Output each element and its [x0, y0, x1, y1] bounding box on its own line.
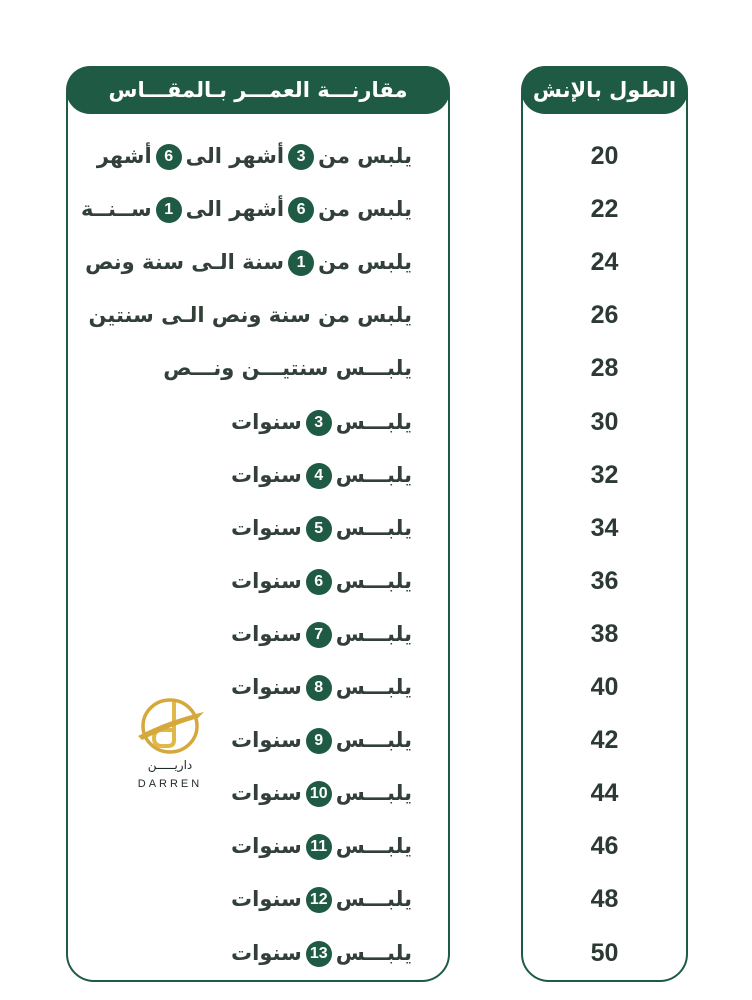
age-row-text — [231, 449, 412, 502]
age-label: يلبـــس سنتيـــن ونـــص — [163, 356, 412, 381]
age-label: سنوات — [231, 621, 302, 646]
age-row — [68, 342, 448, 395]
logo-arabic-text: داريـــــن — [147, 758, 193, 772]
length-value: 40 — [590, 673, 619, 701]
age-label: سنة الـى سنة ونص — [85, 250, 285, 275]
length-value: 22 — [590, 195, 619, 224]
length-value: 24 — [590, 248, 619, 277]
length-value: 30 — [590, 407, 619, 436]
length-value: 34 — [590, 513, 619, 542]
age-row-text — [231, 820, 412, 873]
age-row — [68, 820, 448, 873]
age-label: يلبـــس — [335, 515, 412, 540]
age-row — [68, 873, 448, 926]
age-row-text — [81, 183, 412, 236]
age-label: يلبس من سنة ونص الـى سنتين — [88, 303, 412, 328]
number-badge: 10 — [306, 781, 332, 807]
age-row-text — [231, 714, 412, 767]
age-label: سنوات — [231, 834, 302, 859]
age-label: يلبس من — [318, 250, 412, 275]
age-label: سنوات — [231, 675, 302, 699]
number-badge: 6 — [306, 569, 332, 595]
length-value: 28 — [590, 354, 619, 383]
age-label: يلبـــس — [335, 728, 412, 753]
length-column-header: الطول بالإنش — [521, 66, 688, 114]
number-badge: 5 — [306, 516, 332, 542]
length-value: 20 — [590, 142, 619, 170]
age-label: يلبس من — [318, 197, 412, 222]
age-column-header: مقارنـــة العمـــر بـالمقـــاس — [66, 66, 450, 114]
age-label: يلبـــس — [335, 568, 412, 593]
length-row — [523, 236, 686, 289]
length-row — [523, 449, 686, 502]
number-badge: 8 — [306, 675, 332, 701]
age-label: يلبـــس — [335, 781, 412, 806]
length-value: 26 — [590, 301, 619, 330]
age-row — [68, 661, 448, 714]
age-row — [68, 449, 448, 502]
length-row — [523, 502, 686, 555]
length-value: 32 — [590, 460, 619, 489]
age-row — [68, 396, 448, 449]
age-row — [68, 608, 448, 661]
number-badge: 6 — [288, 197, 314, 223]
length-row — [523, 661, 686, 714]
age-label: سنوات — [231, 462, 302, 487]
age-label: سنوات — [231, 568, 302, 593]
number-badge: 7 — [306, 622, 332, 648]
number-badge: 1 — [288, 250, 314, 276]
age-label: أشهر الى — [185, 197, 285, 222]
age-row-text — [163, 342, 412, 395]
age-row — [68, 183, 448, 236]
logo-english-text: DARREN — [137, 778, 203, 790]
darren-logo-mark-icon — [134, 696, 206, 756]
length-row — [523, 289, 686, 342]
age-row — [68, 714, 448, 767]
age-label: يلبـــس — [335, 834, 412, 859]
age-row — [68, 502, 448, 555]
age-row-text — [231, 555, 412, 608]
age-label: سنوات — [231, 409, 302, 434]
age-row — [68, 767, 448, 820]
age-row-text — [231, 661, 412, 714]
age-label: يلبـــس — [335, 409, 412, 434]
length-row — [523, 396, 686, 449]
length-value: 36 — [590, 566, 619, 595]
age-row — [68, 555, 448, 608]
number-badge: 4 — [306, 463, 332, 489]
number-badge: 3 — [288, 144, 314, 170]
age-row-text — [89, 289, 413, 342]
age-label: يلبـــس — [335, 462, 412, 487]
length-row — [523, 608, 686, 661]
length-row — [523, 767, 686, 820]
age-label: سنوات — [231, 940, 302, 965]
age-row-text — [231, 927, 412, 980]
age-label: أشهر الى — [185, 144, 285, 168]
age-row — [68, 130, 448, 183]
length-value: 44 — [590, 779, 619, 808]
number-badge: 9 — [306, 728, 332, 754]
length-value: 48 — [590, 885, 619, 914]
age-row-text — [231, 502, 412, 555]
age-row-text — [231, 608, 412, 661]
number-badge: 13 — [306, 941, 332, 967]
number-badge: 6 — [156, 144, 182, 170]
age-row — [68, 236, 448, 289]
number-badge: 12 — [306, 887, 332, 913]
age-label: يلبـــس — [335, 675, 412, 699]
length-value: 50 — [590, 938, 619, 967]
number-badge: 3 — [306, 410, 332, 436]
age-label: سنوات — [231, 515, 302, 540]
age-row-text — [97, 130, 412, 183]
length-value: 38 — [590, 619, 619, 648]
age-label: أشهر — [96, 144, 152, 168]
age-label: يلبـــس — [335, 887, 412, 912]
age-row-text — [85, 236, 412, 289]
number-badge: 1 — [156, 197, 182, 223]
length-panel — [521, 66, 688, 982]
length-row — [523, 714, 686, 767]
length-row — [523, 555, 686, 608]
length-row — [523, 873, 686, 926]
age-row-text — [231, 396, 412, 449]
age-size-panel — [66, 66, 450, 982]
age-label: ســنــة — [80, 197, 152, 222]
age-label: يلبـــس — [335, 621, 412, 646]
age-row — [68, 289, 448, 342]
age-row-text — [231, 873, 412, 926]
length-row — [523, 927, 686, 980]
age-label: يلبس من — [318, 144, 412, 168]
age-row — [68, 927, 448, 980]
length-row — [523, 183, 686, 236]
number-badge: 11 — [306, 834, 332, 860]
length-value: 46 — [590, 832, 619, 861]
length-row — [523, 130, 686, 183]
age-row-text — [231, 767, 412, 820]
length-row — [523, 342, 686, 395]
length-row — [523, 820, 686, 873]
age-label: سنوات — [231, 781, 302, 806]
age-label: سنوات — [231, 887, 302, 912]
age-label: يلبـــس — [335, 940, 412, 965]
length-value: 42 — [590, 726, 619, 755]
age-label: سنوات — [231, 728, 302, 753]
darren-logo — [128, 696, 212, 801]
